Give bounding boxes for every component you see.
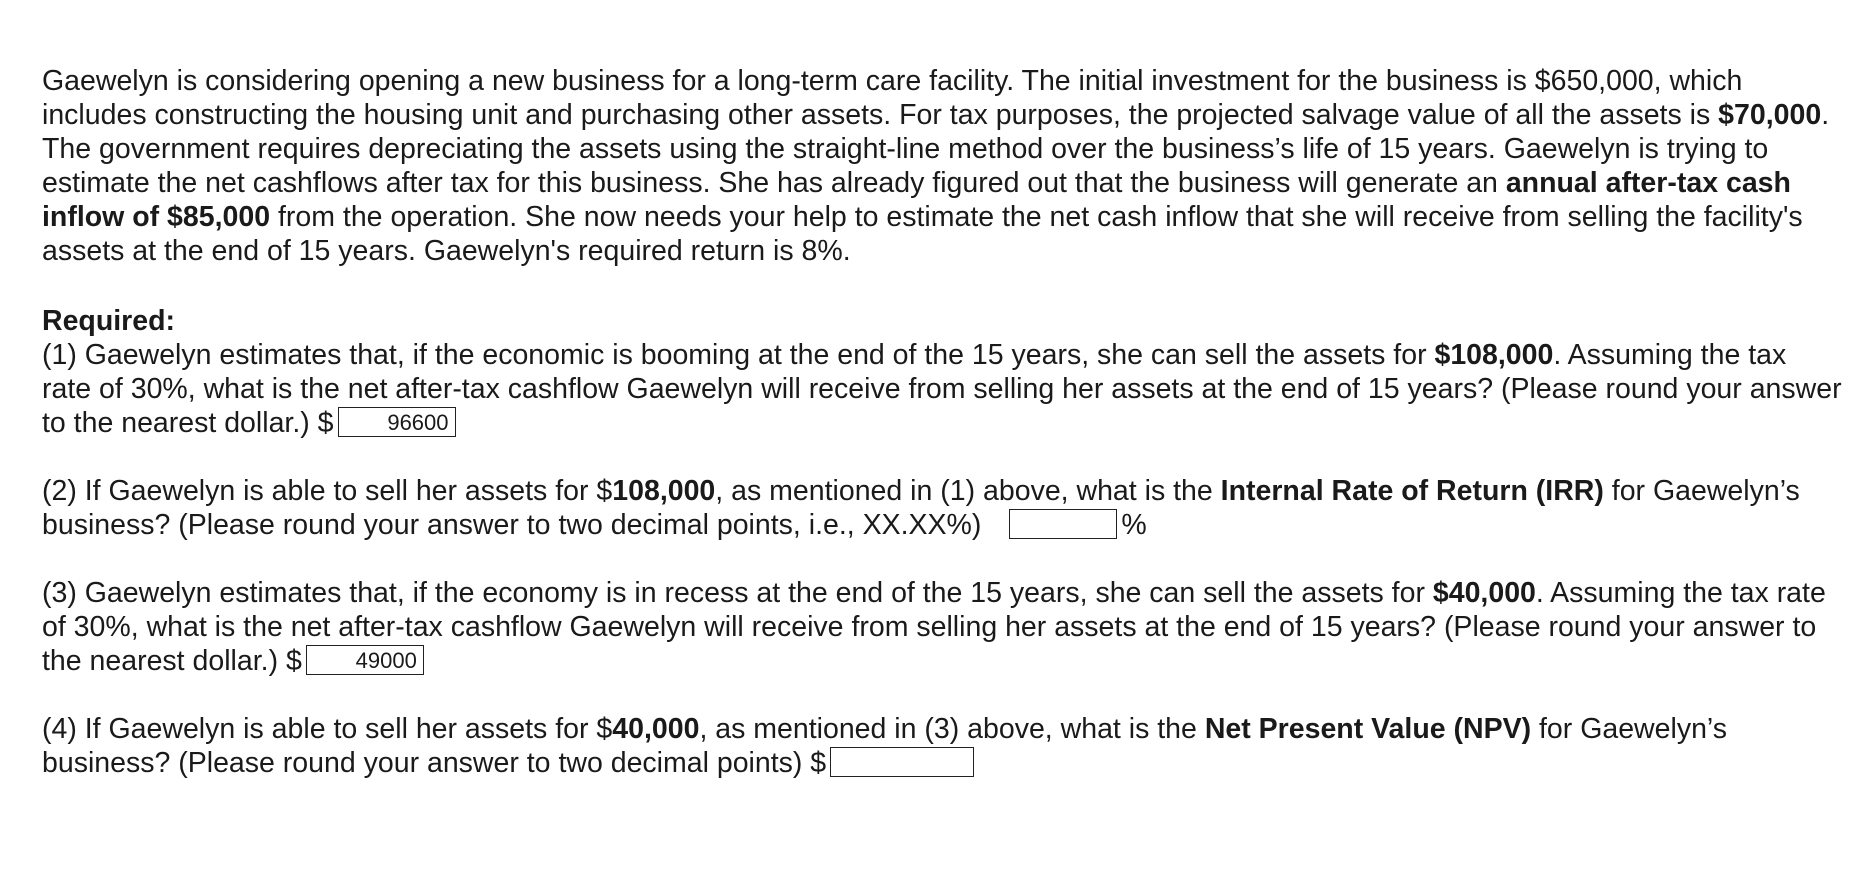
- q1-answer-input[interactable]: 96600: [338, 407, 456, 437]
- intro-text-1: Gaewelyn is considering opening a new business for a long-term care facility. The initial investment for the business is $650,000, which includes constructing the housing unit and purchasing other assets. For tax purposes, the projected salvage value of all the assets is: [42, 65, 1743, 131]
- q1-text-1: (1) Gaewelyn estimates that, if the economic is booming at the end of the 15 years, she can sell the assets for: [42, 339, 1435, 371]
- q2-answer-input[interactable]: [1009, 509, 1117, 539]
- q2-text-3: for Gaewelyn’s business? (Please round your answer to two decimal points, i.e., XX.XX%): [42, 475, 1800, 541]
- q2-irr-label: Internal Rate of Return (IRR): [1220, 475, 1604, 507]
- q4-npv-label: Net Present Value (NPV): [1204, 713, 1532, 745]
- intro-text-3: from the operation. She now needs your help to estimate the net cash inflow that she will receive from selling the facility's assets at the end of 15 years. Gaewelyn's required return is 8%.: [42, 201, 1803, 267]
- q2-text-1: (2) If Gaewelyn is able to sell her assets for $: [42, 475, 613, 507]
- required-heading: Required:: [42, 305, 176, 337]
- question-1: [42, 338, 1842, 440]
- question-2: [42, 474, 1842, 542]
- q3-sale-price: $40,000: [1432, 577, 1536, 609]
- q4-sale-price: 40,000: [612, 713, 700, 745]
- question-4: [42, 712, 1842, 780]
- intro-text-2: . The government requires depreciating the assets using the straight-line method over the business’s life of 15 years. Gaewelyn is trying to estimate the net cashflows after tax for this business. She has already figured out that the business will generate an: [42, 99, 1830, 199]
- q3-answer-input[interactable]: 49000: [306, 645, 424, 675]
- q1-sale-price: $108,000: [1434, 339, 1554, 371]
- q4-answer-input[interactable]: [830, 747, 974, 777]
- intro-salvage-value: $70,000: [1718, 99, 1822, 131]
- question-document: [42, 64, 1842, 780]
- intro-paragraph: [42, 64, 1842, 268]
- q3-text-2: . Assuming the tax rate of 30%, what is the net after-tax cashflow Gaewelyn will receive from selling her assets at the end of 15 years? (Please round your answer to the nearest dollar.) $: [42, 577, 1826, 677]
- q3-text-1: (3) Gaewelyn estimates that, if the economy is in recess at the end of the 15 years, she can sell the assets for: [42, 577, 1433, 609]
- q1-text-2: . Assuming the tax rate of 30%, what is the net after-tax cashflow Gaewelyn will receive from selling her assets at the end of 15 years? (Please round your answer to the nearest dollar.) $: [42, 339, 1842, 439]
- q4-text-1: (4) If Gaewelyn is able to sell her assets for $: [42, 713, 613, 745]
- q2-percent-sign: %: [1121, 509, 1147, 541]
- question-3: [42, 576, 1842, 678]
- q2-sale-price: 108,000: [612, 475, 716, 507]
- intro-annual-inflow: annual after-tax cash inflow of $85,000: [42, 167, 1791, 233]
- q4-text-2: , as mentioned in (3) above, what is the: [699, 713, 1205, 745]
- q2-text-2: , as mentioned in (1) above, what is the: [715, 475, 1221, 507]
- q4-text-3: for Gaewelyn’s business? (Please round your answer to two decimal points) $: [42, 713, 1727, 779]
